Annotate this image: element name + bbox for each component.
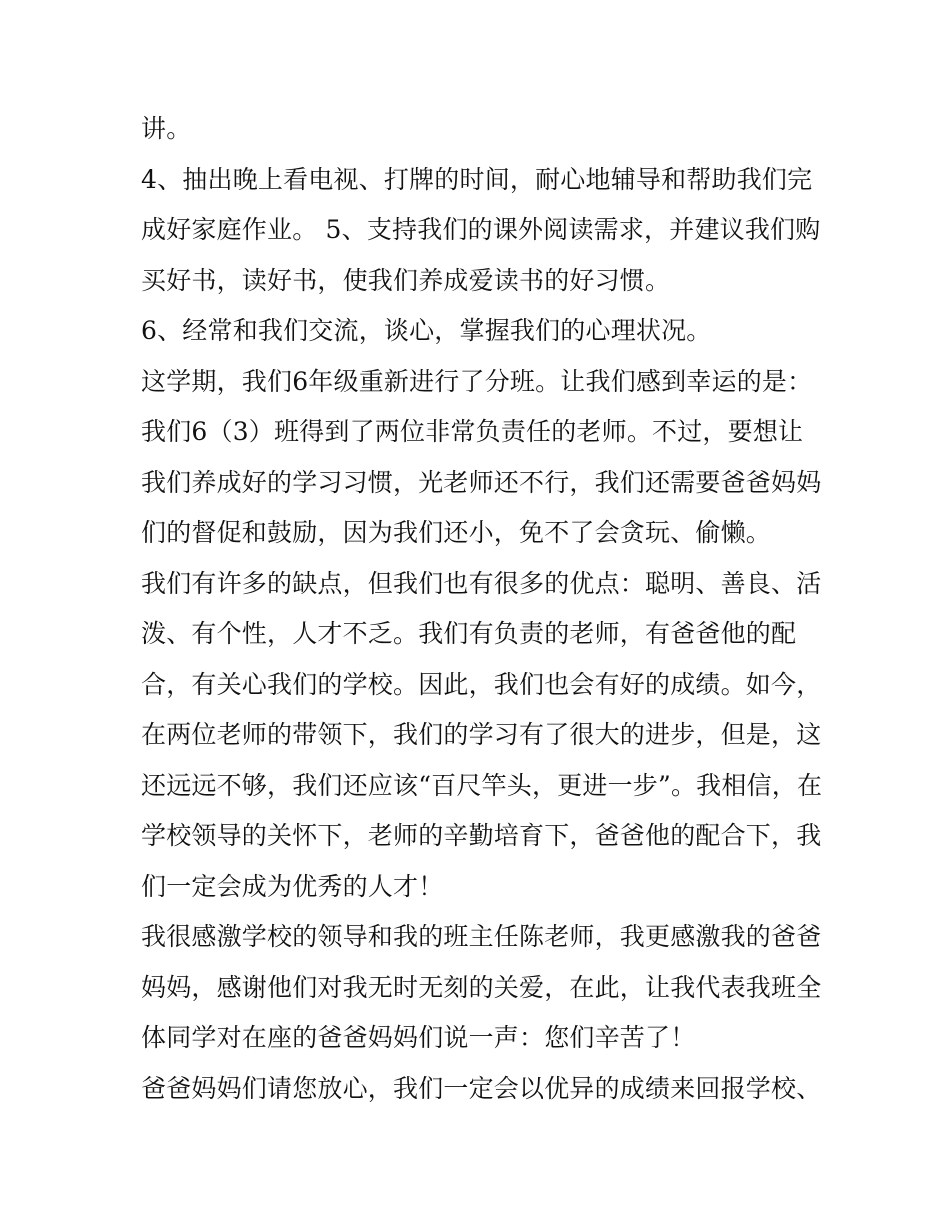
text-line: 泼、有个性，人才不乏。我们有负责的老师，有爸爸他的配 [141, 619, 797, 648]
text-line: 合，有关心我们的学校。因此，我们也会有好的成绩。如今， [141, 669, 822, 699]
text-line: 学校领导的关怀下，老师的辛勤培育下，爸爸他的配合下，我 [141, 821, 822, 850]
text-line: 6、经常和我们交流，谈心，掌握我们的心理状况。 [141, 316, 712, 345]
text-line: 们一定会成为优秀的人才！ [141, 871, 444, 901]
text-line: 4、抽出晚上看电视、打牌的时间，耐心地辅导和帮助我们完 [141, 164, 813, 194]
text-line: 们的督促和鼓励，因为我们还小，免不了会贪玩、偷懒。 [141, 518, 772, 547]
text-line: 妈妈，感谢他们对我无时无刻的关爱，在此，让我代表我班全 [141, 972, 822, 1002]
text-line: 我们有许多的缺点，但我们也有很多的优点：聪明、善良、活 [141, 568, 822, 598]
text-line: 还远远不够，我们还应该“百尺竿头，更进一步”。我相信，在 [141, 770, 823, 800]
text-line: 我们6（3）班得到了两位非常负责任的老师。不过，要想让 [141, 417, 804, 446]
text-line: 体同学对在座的爸爸妈妈们说一声：您们辛苦了！ [141, 1023, 696, 1052]
text-line: 在两位老师的带领下，我们的学习有了很大的进步，但是，这 [141, 720, 822, 749]
text-line: 我们养成好的学习习惯，光老师还不行，我们还需要爸爸妈妈 [141, 467, 822, 497]
text-line: 我很感激学校的领导和我的班主任陈老师，我更感激我的爸爸 [141, 922, 822, 951]
document-body [141, 104, 831, 1114]
text-line: 讲。 [141, 114, 192, 143]
text-line: 爸爸妈妈们请您放心，我们一定会以优异的成绩来回报学校、 [141, 1073, 822, 1103]
text-line: 这学期，我们6年级重新进行了分班。让我们感到幸运的是： [141, 366, 813, 396]
text-line: 成好家庭作业。 5、支持我们的课外阅读需求，并建议我们购 [141, 215, 821, 244]
text-line: 买好书，读好书，使我们养成爱读书的好习惯。 [141, 265, 671, 295]
